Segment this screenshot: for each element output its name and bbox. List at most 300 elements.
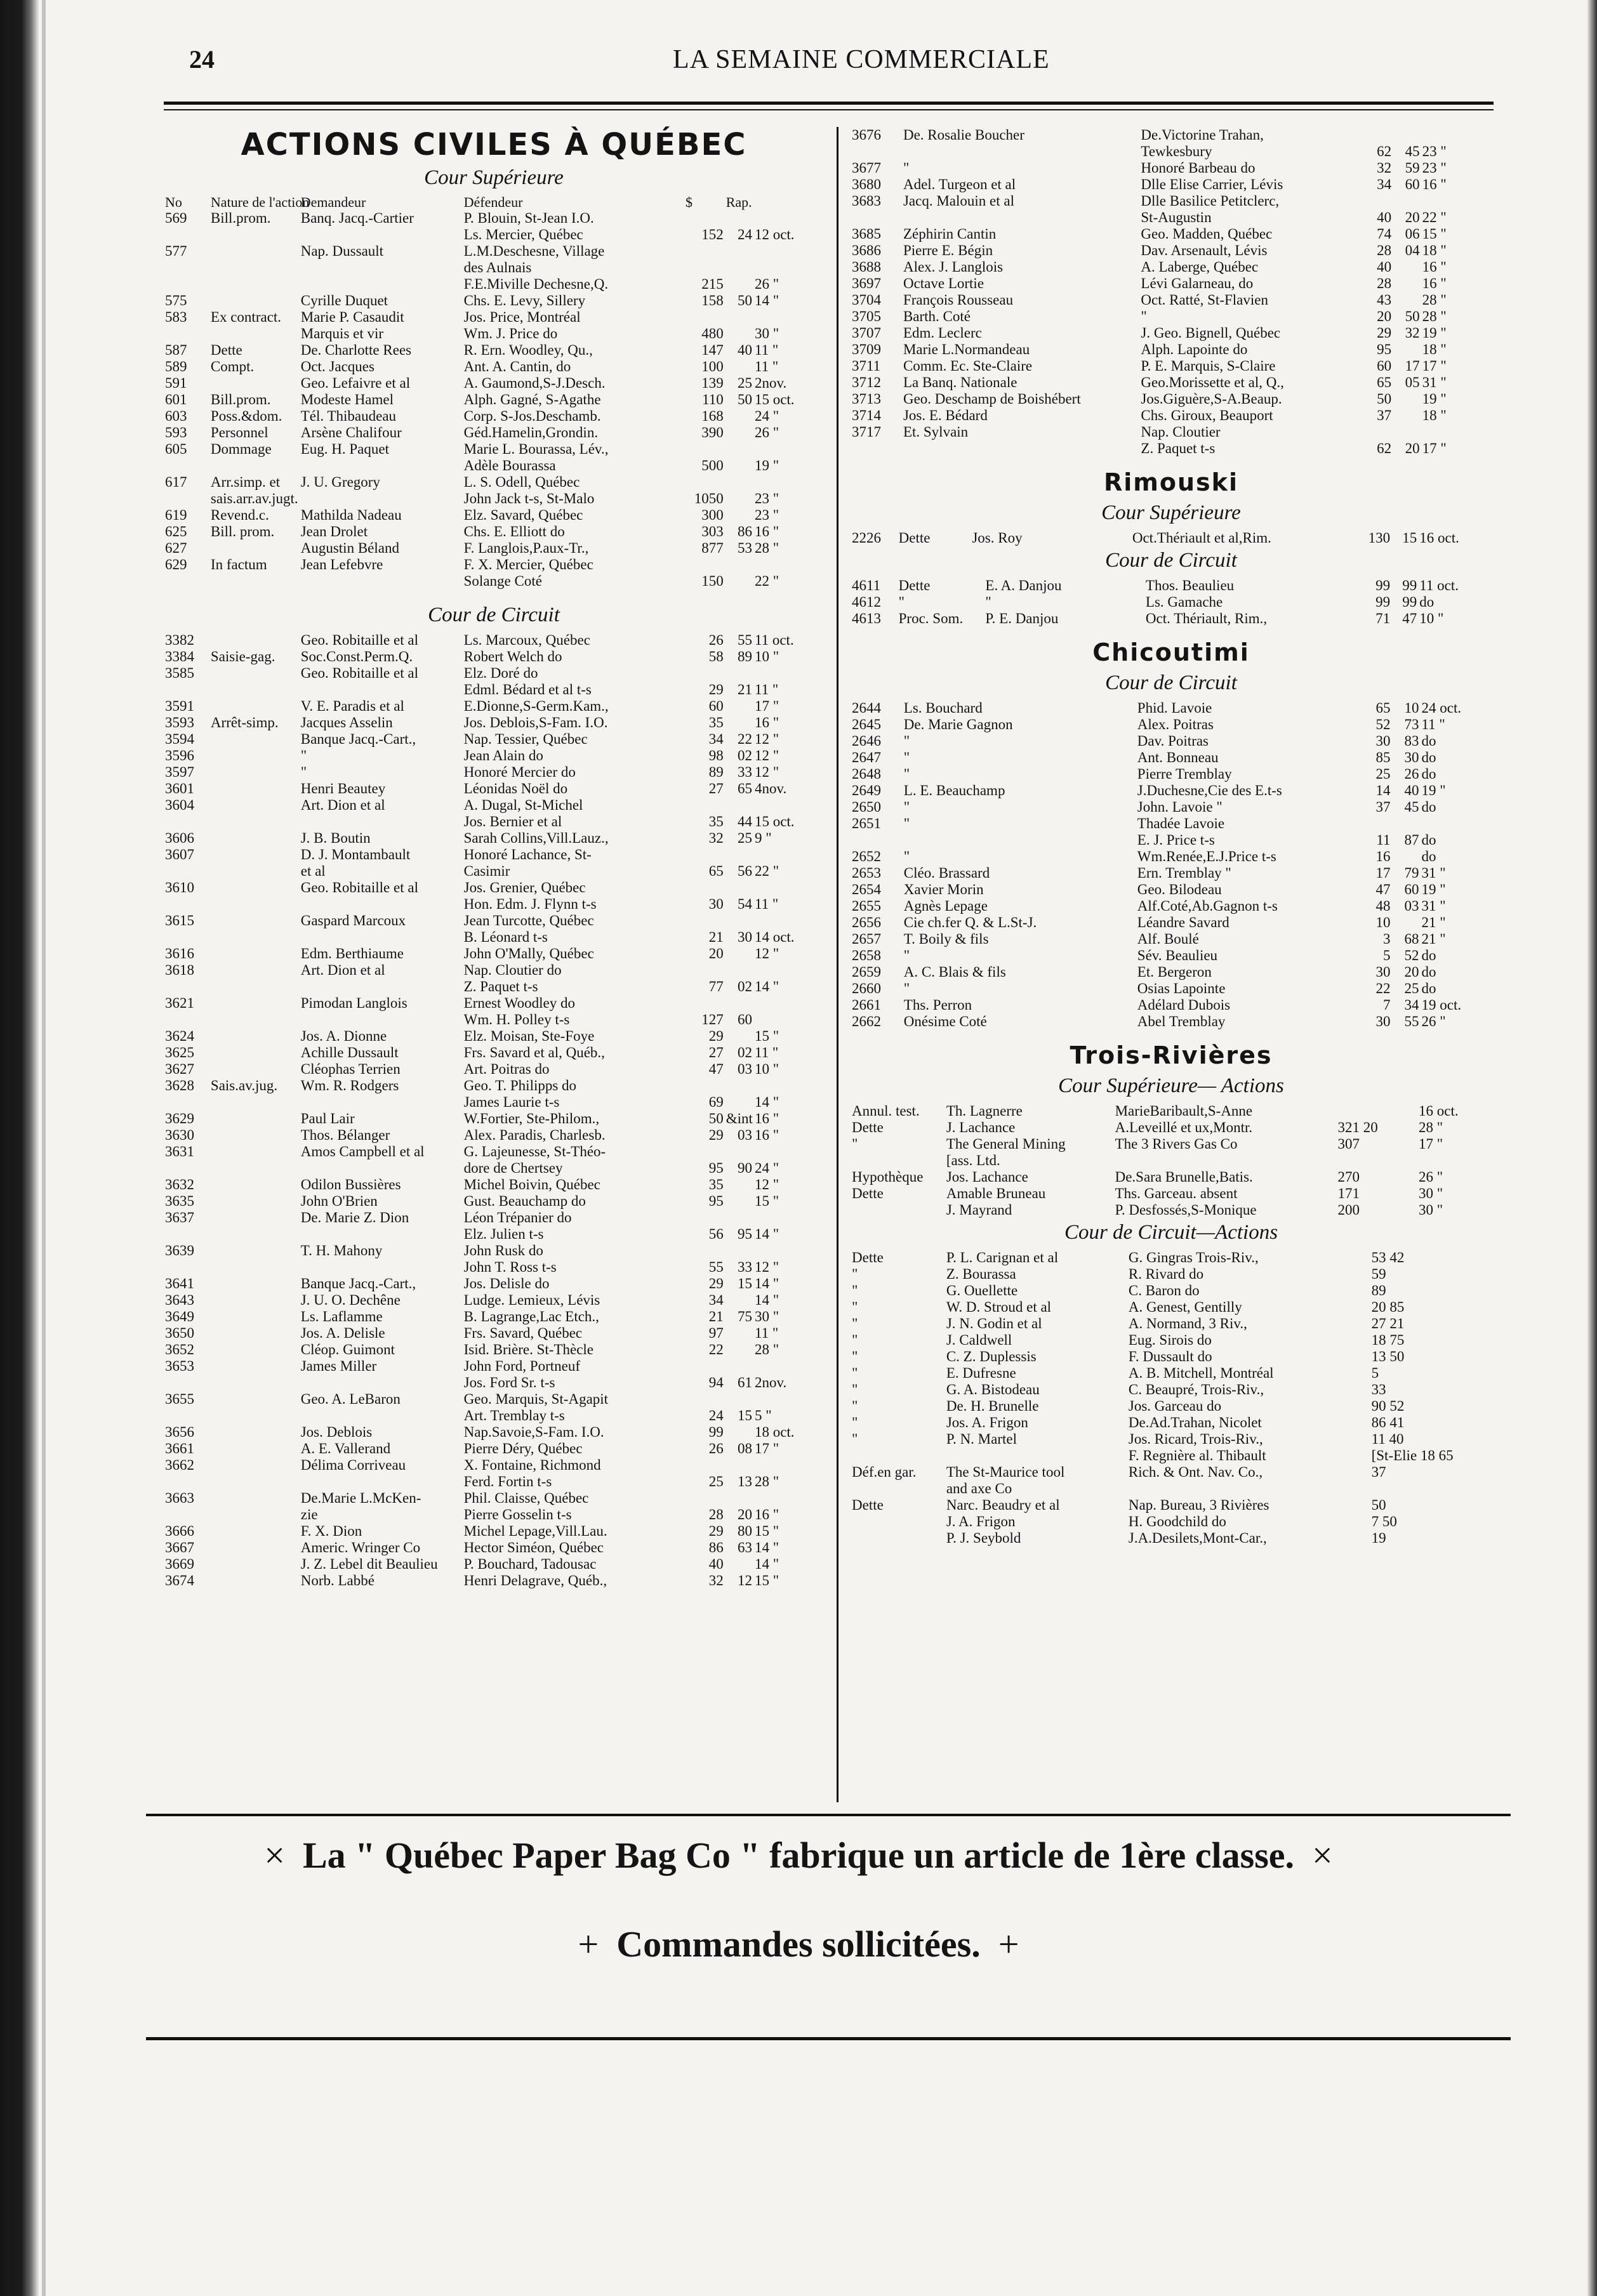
table-cell: 10 <box>1404 700 1419 716</box>
table-cell: 37 <box>1371 1464 1386 1480</box>
table-cell: 2661 <box>852 997 881 1013</box>
table-cell: Elz. Savard, Québec <box>463 507 583 523</box>
table-row <box>164 797 824 814</box>
table-cell: 3593 <box>165 715 194 730</box>
table-row <box>851 1266 1492 1283</box>
table-cell <box>164 682 209 698</box>
table-cell <box>753 880 824 896</box>
table-cell: " <box>852 1316 858 1331</box>
table-row <box>164 1573 824 1589</box>
table-cell <box>753 441 824 458</box>
table-cell: Frs. Savard et al, Québ., <box>463 1045 605 1060</box>
table-cell: 3630 <box>165 1127 194 1143</box>
table-cell: Cléophas Terrien <box>300 1061 401 1077</box>
table-cell: 17 " <box>754 1441 779 1456</box>
table-cell: " <box>852 1415 858 1430</box>
table-cell: 10 " <box>754 649 779 664</box>
table-cell: Sarah Collins,Vill.Lauz., <box>463 830 609 846</box>
table-cell: Jos.Giguère,S-A.Beaup. <box>1141 391 1282 407</box>
table-cell: Proc. Som. <box>898 610 964 626</box>
table-cell: 3711 <box>852 358 881 374</box>
table-row <box>164 276 824 293</box>
table-cell <box>902 440 1139 457</box>
ad-text: La " Québec Paper Bag Co " fabrique un article de 1ère classe. <box>302 1835 1295 1876</box>
table-cell: J.Duchesne,Cie des E.t-s <box>1137 782 1282 798</box>
table-cell: 3382 <box>165 632 194 648</box>
table-cell: 17 " <box>1422 358 1447 374</box>
table-cell: W. D. Stroud et al <box>946 1299 1052 1315</box>
table-cell <box>851 1530 945 1547</box>
table-cell: 2226 <box>852 530 881 546</box>
table-cell: 139 <box>701 375 724 391</box>
table-cell: 3606 <box>165 830 194 846</box>
table-cell: 3712 <box>852 374 881 390</box>
table-row <box>851 1398 1492 1415</box>
table-cell <box>684 1457 725 1474</box>
table-cell <box>684 309 725 326</box>
table-cell: 47 <box>708 1061 724 1077</box>
table-cell: P. N. Martel <box>946 1431 1017 1447</box>
table-cell <box>684 797 725 814</box>
table-cell: 34 <box>1377 176 1392 192</box>
table-cell: Ths. Perron <box>903 997 972 1013</box>
table-cell: 99 <box>1402 577 1417 593</box>
table-cell <box>1393 424 1421 440</box>
table-cell: Chs. Giroux, Beauport <box>1141 407 1273 423</box>
table-row <box>851 226 1492 242</box>
table-cell: 627 <box>165 540 187 556</box>
table-cell: Octave Lortie <box>903 275 984 291</box>
table-cell: Dette <box>852 1185 884 1201</box>
table-cell <box>851 832 903 848</box>
table-cell: 89 <box>737 649 752 664</box>
table-cell <box>209 1226 300 1243</box>
table-cell: Pierre Déry, Québec <box>463 1441 583 1456</box>
table-cell: J. U. Gregory <box>300 474 380 490</box>
table-cell: 18 oct. <box>754 1424 795 1440</box>
table-cell: 215 <box>701 276 724 292</box>
table-cell: Poss.&dom. <box>210 408 282 424</box>
table-cell: 15 <box>737 1276 752 1291</box>
table-row <box>164 1127 824 1144</box>
table-cell: Henri Delagrave, Québ., <box>463 1573 607 1588</box>
table-cell: 19 <box>1371 1530 1386 1546</box>
table-row <box>164 1309 824 1325</box>
rimouski-superior-table <box>851 530 1492 546</box>
table-cell: 19 " <box>1422 391 1447 407</box>
table-cell: 583 <box>165 309 187 325</box>
table-cell: Narc. Beaudry et al <box>946 1497 1060 1513</box>
table-cell: 5 <box>1383 947 1391 963</box>
column-header: $ <box>686 194 693 210</box>
table-row <box>164 1226 824 1243</box>
table-row <box>851 1382 1492 1398</box>
table-cell: 86 <box>737 524 752 539</box>
table-cell <box>209 814 300 830</box>
table-cell: 3632 <box>165 1177 194 1192</box>
table-cell: Geo. Marquis, St-Agapit <box>463 1391 609 1407</box>
table-cell: Edm. Berthiaume <box>300 946 404 961</box>
table-cell: 03 <box>737 1127 752 1143</box>
table-cell: and axe Co <box>946 1481 1012 1496</box>
table-row <box>851 914 1492 931</box>
table-cell: 02 <box>737 979 752 994</box>
table-cell <box>209 995 300 1012</box>
table-row <box>164 1474 824 1490</box>
table-cell: John T. Ross t-s <box>463 1259 557 1275</box>
table-cell <box>1393 193 1421 209</box>
table-cell: 3704 <box>852 292 881 308</box>
table-cell <box>164 814 209 830</box>
table-cell: 20 <box>1405 209 1420 225</box>
table-row <box>851 815 1492 832</box>
table-cell: 15 <box>737 1408 752 1423</box>
table-cell <box>753 797 824 814</box>
table-cell: Geo. Madden, Québec <box>1141 226 1273 242</box>
advertisement-line-2 <box>0 1923 1597 1965</box>
table-cell <box>1393 341 1421 358</box>
table-cell: G. Lajeunesse, St-Théo- <box>463 1144 606 1159</box>
table-cell: B. Léonard t-s <box>463 929 548 945</box>
table-cell <box>945 1448 1127 1464</box>
table-cell: Elz. Julien t-s <box>463 1226 544 1242</box>
table-cell: James Miller <box>300 1358 377 1374</box>
table-cell: Dette <box>898 530 931 546</box>
table-cell <box>725 946 753 962</box>
table-cell: [ass. Ltd. <box>946 1152 1000 1168</box>
table-row <box>851 440 1492 457</box>
table-cell: Ferd. Fortin t-s <box>463 1474 552 1489</box>
table-cell: Cléo. Brassard <box>903 865 990 881</box>
table-cell <box>209 1243 300 1259</box>
table-cell: 5 <box>1371 1365 1379 1381</box>
table-cell: 26 <box>1404 766 1419 782</box>
table-cell: 16 <box>1375 848 1391 864</box>
table-cell: 158 <box>701 293 724 308</box>
table-cell <box>209 1309 300 1325</box>
table-row <box>851 1299 1492 1316</box>
table-cell: et al <box>300 863 326 879</box>
table-cell: Personnel <box>210 425 268 440</box>
table-cell: F. X. Dion <box>300 1523 362 1539</box>
table-cell: MarieBaribault,S-Anne <box>1115 1103 1253 1119</box>
table-cell <box>209 293 300 309</box>
table-cell: do <box>1421 947 1436 963</box>
table-cell: J. U. O. Dechêne <box>300 1292 401 1308</box>
trois-rivieres-heading: Trois-Rivières <box>1070 1041 1273 1069</box>
table-cell: 98 <box>708 748 724 763</box>
table-cell: De. Rosalie Boucher <box>903 127 1024 143</box>
table-cell <box>753 1490 824 1507</box>
table-cell: 28 " <box>1422 308 1447 324</box>
table-cell: 575 <box>165 293 187 308</box>
table-cell: Amos Campbell et al <box>300 1144 425 1159</box>
table-cell: 21 <box>708 1309 724 1324</box>
table-cell <box>725 665 753 682</box>
table-cell <box>725 260 753 276</box>
table-cell: 3615 <box>165 913 194 928</box>
table-cell <box>209 458 300 474</box>
table-cell <box>725 1243 753 1259</box>
table-cell: Ls. Bouchard <box>903 700 983 716</box>
table-row <box>164 1045 824 1061</box>
table-cell: 2660 <box>852 980 881 996</box>
table-cell: A. C. Blais & fils <box>903 964 1006 980</box>
table-cell: Paul Lair <box>300 1111 355 1126</box>
table-cell: 26 <box>708 1441 724 1456</box>
table-row <box>164 913 824 929</box>
table-cell: 25 <box>737 375 752 391</box>
table-cell: 28 " <box>754 1342 779 1357</box>
table-row <box>164 764 824 781</box>
table-cell: Alph. Lapointe do <box>1141 341 1248 357</box>
table-cell: 13 50 <box>1371 1349 1405 1364</box>
table-cell: 15 " <box>754 1523 779 1539</box>
table-cell: do <box>1421 964 1436 980</box>
table-cell: F. X. Mercier, Québec <box>463 557 593 572</box>
table-cell <box>725 210 753 227</box>
table-cell: Art. Dion et al <box>300 962 385 978</box>
table-cell: 28 <box>1377 242 1392 258</box>
table-cell: Jean Drolet <box>300 524 368 539</box>
table-cell: 2659 <box>852 964 881 980</box>
table-row <box>164 1391 824 1408</box>
table-row <box>164 731 824 748</box>
table-cell: E. Dufresne <box>946 1365 1016 1381</box>
table-cell: 86 41 <box>1371 1415 1405 1430</box>
table-cell: 58 <box>708 649 724 664</box>
table-cell: Revend.c. <box>210 507 269 523</box>
table-cell: 2646 <box>852 733 881 749</box>
plus-mark-right: + <box>998 1923 1019 1965</box>
table-cell: 99 <box>1375 594 1391 610</box>
table-row <box>851 1103 1492 1119</box>
table-cell: do <box>1421 980 1436 996</box>
table-cell: 2nov. <box>754 1375 787 1390</box>
plus-mark-left: + <box>578 1923 599 1965</box>
table-cell: John. Lavoie " <box>1137 799 1223 815</box>
table-cell: Banque Jacq.-Cart., <box>300 731 416 747</box>
table-row <box>164 326 824 342</box>
table-cell: 12 " <box>754 748 779 763</box>
table-row <box>164 665 824 682</box>
table-cell: H. Goodchild do <box>1128 1514 1226 1529</box>
table-cell: P. Blouin, St-Jean I.O. <box>463 210 594 226</box>
table-cell: Dav. Poitras <box>1137 733 1209 749</box>
table-cell: J. Mayrand <box>946 1202 1012 1218</box>
table-cell <box>209 847 300 863</box>
table-cell: G. A. Bistodeau <box>946 1382 1040 1397</box>
table-cell: 89 <box>1371 1283 1386 1298</box>
table-row <box>164 408 824 425</box>
table-cell: 24 " <box>754 1160 779 1176</box>
table-cell <box>1392 848 1421 865</box>
table-row <box>851 424 1492 440</box>
table-cell: " <box>903 980 910 996</box>
table-cell: 69 <box>708 1094 724 1110</box>
table-cell: 86 <box>708 1540 724 1555</box>
table-cell: 65 <box>1377 374 1392 390</box>
trois-rivieres-superior-table <box>851 1103 1492 1218</box>
table-cell: 601 <box>165 392 187 407</box>
table-cell <box>209 1177 300 1193</box>
table-cell <box>209 929 300 946</box>
table-cell: 03 <box>737 1061 752 1077</box>
table-cell: Nap. Cloutier do <box>463 962 562 978</box>
table-cell: 23 " <box>1422 143 1447 159</box>
table-cell: J. A. Frigon <box>946 1514 1016 1529</box>
table-cell: 20 85 <box>1371 1299 1405 1315</box>
table-cell <box>725 458 753 474</box>
table-cell <box>753 210 824 227</box>
table-cell <box>209 1292 300 1309</box>
superior-table <box>164 195 824 590</box>
table-cell: W.Fortier, Ste-Philom., <box>463 1111 600 1126</box>
table-cell <box>684 880 725 896</box>
table-cell <box>684 847 725 863</box>
table-cell: Geo. Lefaivre et al <box>300 375 411 391</box>
table-cell <box>1421 424 1492 440</box>
table-cell <box>725 491 753 507</box>
table-cell: Isid. Brière. St-Thècle <box>463 1342 594 1357</box>
table-cell: 3625 <box>165 1045 194 1060</box>
table-cell: 2662 <box>852 1013 881 1029</box>
table-cell: C. Z. Duplessis <box>946 1349 1037 1364</box>
table-row <box>164 425 824 441</box>
table-cell: Léon Trépanier do <box>463 1210 572 1225</box>
table-cell: " <box>300 764 307 780</box>
table-cell: 3628 <box>165 1078 194 1093</box>
table-cell: 85 <box>1375 749 1391 765</box>
table-cell <box>300 929 463 946</box>
table-cell: Annul. test. <box>852 1103 920 1119</box>
table-cell: 3639 <box>165 1243 194 1258</box>
table-row <box>851 577 1492 594</box>
table-cell: Robert Welch do <box>463 649 562 664</box>
table-row <box>164 227 824 243</box>
table-cell: Americ. Wringer Co <box>300 1540 421 1555</box>
column-header: No <box>165 194 182 210</box>
table-cell <box>164 1012 209 1028</box>
table-cell: Henri Beautey <box>300 781 386 796</box>
table-cell: Banque Jacq.-Cart., <box>300 1276 416 1291</box>
table-cell: 15 " <box>754 1193 779 1209</box>
table-cell: 30 <box>1375 964 1391 980</box>
header-rule-thin <box>164 109 1494 110</box>
table-cell: 3677 <box>852 160 881 176</box>
table-cell: Oct.Thériault et al,Rim. <box>1132 530 1271 546</box>
table-cell <box>753 1078 824 1094</box>
table-cell: 3585 <box>165 665 194 681</box>
table-cell: 35 <box>708 1177 724 1192</box>
table-cell: dore de Chertsey <box>463 1160 563 1176</box>
table-row <box>851 143 1492 160</box>
table-cell: Geo. Robitaille et al <box>300 665 418 681</box>
table-row <box>851 391 1492 407</box>
table-cell: 13 <box>737 1474 752 1489</box>
table-cell: " <box>1141 308 1147 324</box>
table-cell: Honoré Mercier do <box>463 764 576 780</box>
table-cell: 55 <box>1404 1013 1419 1029</box>
table-cell: " <box>852 1349 858 1364</box>
footer-top-rule <box>146 1814 1511 1816</box>
table-row <box>164 682 824 698</box>
table-cell: 83 <box>1404 733 1419 749</box>
table-cell: 14 " <box>754 1556 779 1572</box>
table-row <box>851 209 1492 226</box>
table-cell <box>725 1556 753 1573</box>
table-cell: L.M.Deschesne, Village <box>463 243 605 259</box>
table-row <box>164 260 824 276</box>
table-cell <box>209 227 300 243</box>
table-cell <box>753 243 824 260</box>
table-cell: C. Beaupré, Trois-Riv., <box>1128 1382 1264 1397</box>
table-row <box>164 929 824 946</box>
table-cell <box>851 143 902 160</box>
table-cell: Alf.Coté,Ab.Gagnon t-s <box>1137 898 1278 914</box>
table-cell <box>1370 1481 1492 1497</box>
table-cell <box>300 979 463 995</box>
table-cell: 605 <box>165 441 187 457</box>
table-cell: 877 <box>701 540 724 556</box>
table-cell: J. B. Boutin <box>300 830 371 846</box>
table-cell: 50 <box>737 392 752 407</box>
table-cell: Pierre Tremblay <box>1137 766 1232 782</box>
table-cell: 12 " <box>754 1259 779 1275</box>
table-cell: Léandre Savard <box>1137 914 1229 930</box>
table-cell: 56 <box>737 863 752 879</box>
table-row <box>851 1185 1492 1202</box>
table-row <box>164 342 824 359</box>
table-cell: 2656 <box>852 914 881 930</box>
table-row <box>851 1514 1492 1530</box>
table-cell: Dlle Elise Carrier, Lévis <box>1141 176 1283 192</box>
table-cell <box>684 441 725 458</box>
table-cell: Jos. Garceau do <box>1128 1398 1222 1414</box>
table-cell <box>209 764 300 781</box>
table-cell <box>209 1358 300 1375</box>
table-cell: 11 oct. <box>754 632 794 648</box>
table-cell <box>209 1556 300 1573</box>
table-cell: E. A. Danjou <box>985 577 1062 593</box>
table-cell: 65 <box>1375 700 1391 716</box>
table-cell: 30 " <box>754 1309 779 1324</box>
table-cell: Eug. Sirois do <box>1128 1332 1212 1348</box>
table-cell: do <box>1419 594 1435 610</box>
table-cell: 3601 <box>165 781 194 796</box>
table-row <box>851 997 1492 1013</box>
table-row <box>851 275 1492 292</box>
table-cell: 3597 <box>165 764 194 780</box>
table-cell: 22 " <box>1422 209 1447 225</box>
table-cell: 25 <box>708 1474 724 1489</box>
table-row <box>851 1365 1492 1382</box>
table-cell: 26 " <box>1421 1013 1446 1029</box>
table-cell <box>725 1292 753 1309</box>
table-row <box>164 1424 824 1441</box>
table-cell: Chs. E. Levy, Sillery <box>463 293 586 308</box>
table-cell: Jos. Ford Sr. t-s <box>463 1375 555 1390</box>
table-row <box>851 374 1492 391</box>
table-cell: " <box>903 947 910 963</box>
table-cell <box>209 830 300 847</box>
table-cell: 16 " <box>754 1111 779 1126</box>
table-cell <box>209 1276 300 1292</box>
table-cell: Jos. Bernier et al <box>463 814 562 829</box>
table-cell: Geo.Morissette et al, Q., <box>1141 374 1284 390</box>
table-cell <box>164 1094 209 1111</box>
table-cell: Geo. A. LeBaron <box>300 1391 401 1407</box>
